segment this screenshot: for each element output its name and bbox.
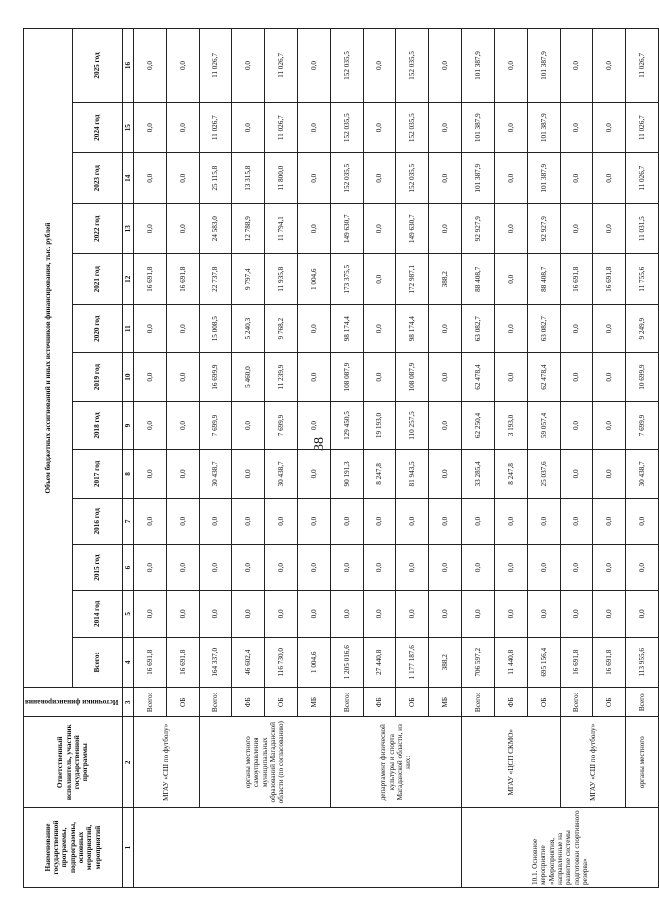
year-value-cell: 0,0	[133, 401, 166, 449]
year-value-cell: 0,0	[494, 353, 527, 401]
year-value-cell: 11 026,7	[265, 29, 298, 103]
year-value-cell: 0,0	[593, 203, 626, 254]
year-value-cell: 0,0	[462, 544, 495, 590]
column-number: 7	[122, 498, 133, 544]
year-value-cell: 98 174,4	[330, 305, 363, 353]
year-value-cell: 172 987,1	[396, 254, 429, 305]
source-header-label: Источники финансирования	[25, 698, 119, 707]
year-header: 2024 год	[73, 102, 122, 153]
year-value-cell: 11 755,6	[626, 254, 659, 305]
year-value-cell: 0,0	[298, 450, 331, 498]
source-cell: ОБ	[396, 688, 429, 717]
table-row	[330, 29, 363, 888]
year-value-cell: 8 247,8	[363, 450, 396, 498]
source-cell: ОБ	[527, 688, 560, 717]
year-value-cell: 0,0	[560, 353, 593, 401]
year-header: 2020 год	[73, 305, 122, 353]
year-value-cell: 0,0	[298, 401, 331, 449]
year-value-cell: 11 026,7	[199, 29, 232, 103]
year-value-cell: 0,0	[429, 498, 462, 544]
source-cell: МБ	[298, 688, 331, 717]
year-value-cell: 8 247,8	[494, 450, 527, 498]
total-value-cell: 1 205 016,6	[330, 637, 363, 688]
year-value-cell: 0,0	[199, 544, 232, 590]
column-number: 4	[122, 637, 133, 688]
year-value-cell: 16 691,8	[560, 254, 593, 305]
year-value-cell: 19 193,0	[363, 401, 396, 449]
total-value-cell: 16 691,8	[593, 637, 626, 688]
year-value-cell: 0,0	[330, 544, 363, 590]
year-value-cell: 9 768,2	[265, 305, 298, 353]
year-value-cell: 10 699,9	[626, 353, 659, 401]
source-cell: ФБ	[363, 688, 396, 717]
executor-cell: органы местного самоуправления муниципальных образований Магаданской области (по согласованию)	[199, 717, 330, 808]
table-row	[626, 29, 659, 888]
year-header: 2015 год	[73, 544, 122, 590]
column-number: 15	[122, 102, 133, 153]
table-row	[462, 29, 495, 888]
year-value-cell: 9 249,9	[626, 305, 659, 353]
year-value-cell: 0,0	[232, 498, 265, 544]
year-value-cell: 0,0	[363, 498, 396, 544]
year-value-cell: 0,0	[298, 102, 331, 153]
year-value-cell: 0,0	[166, 450, 199, 498]
year-header: 2014 год	[73, 591, 122, 637]
year-value-cell: 152 035,5	[330, 29, 363, 103]
year-value-cell: 11 026,7	[626, 153, 659, 204]
year-value-cell: 0,0	[626, 591, 659, 637]
year-value-cell: 0,0	[363, 305, 396, 353]
header-row-1	[24, 29, 73, 888]
total-value-cell: 46 602,4	[232, 637, 265, 688]
year-header: 2025 год	[73, 29, 122, 103]
source-cell: Всего:	[133, 688, 166, 717]
year-value-cell: 152 035,5	[396, 153, 429, 204]
col-executor-header: Ответственный исполнитель, участник государственной программы	[24, 717, 123, 808]
year-value-cell: 0,0	[133, 450, 166, 498]
year-value-cell: 0,0	[166, 498, 199, 544]
year-value-cell: 0,0	[429, 450, 462, 498]
year-value-cell: 152 035,5	[330, 153, 363, 204]
total-value-cell: 16 691,8	[560, 637, 593, 688]
year-value-cell: 0,0	[133, 353, 166, 401]
year-value-cell: 11 026,7	[265, 102, 298, 153]
year-value-cell: 0,0	[560, 450, 593, 498]
column-number: 5	[122, 591, 133, 637]
year-value-cell: 0,0	[298, 29, 331, 103]
year-value-cell: 62 250,4	[462, 401, 495, 449]
year-value-cell: 11 026,7	[626, 29, 659, 103]
year-value-cell: 25 115,8	[199, 153, 232, 204]
year-value-cell: 0,0	[363, 353, 396, 401]
year-value-cell: 0,0	[527, 591, 560, 637]
year-value-cell: 0,0	[133, 544, 166, 590]
year-value-cell: 0,0	[232, 591, 265, 637]
year-value-cell: 0,0	[560, 153, 593, 204]
table-body	[133, 29, 658, 888]
year-value-cell: 0,0	[166, 305, 199, 353]
year-value-cell: 0,0	[593, 544, 626, 590]
year-value-cell: 0,0	[166, 353, 199, 401]
year-value-cell: 7 699,9	[265, 401, 298, 449]
year-value-cell: 0,0	[133, 498, 166, 544]
year-value-cell: 0,0	[330, 591, 363, 637]
year-value-cell: 0,0	[166, 153, 199, 204]
activity-name-cell: 10.1. Основное мероприятие «Мероприятия, направленные на развитие системы подготовки спортивного резерва»	[462, 808, 659, 888]
year-value-cell: 7 699,9	[199, 401, 232, 449]
column-number: 8	[122, 450, 133, 498]
year-value-cell: 11 026,7	[626, 102, 659, 153]
year-value-cell: 0,0	[494, 203, 527, 254]
year-value-cell: 0,0	[593, 353, 626, 401]
year-value-cell: 62 478,4	[462, 353, 495, 401]
year-value-cell: 0,0	[527, 498, 560, 544]
year-value-cell: 0,0	[593, 153, 626, 204]
year-value-cell: 59 057,4	[527, 401, 560, 449]
column-number: 3	[122, 688, 133, 717]
year-value-cell: 0,0	[232, 29, 265, 103]
year-value-cell: 0,0	[199, 591, 232, 637]
year-value-cell: 173 375,5	[330, 254, 363, 305]
year-value-cell: 0,0	[429, 353, 462, 401]
year-value-cell: 0,0	[265, 591, 298, 637]
year-value-cell: 152 035,5	[396, 102, 429, 153]
year-value-cell: 25 037,6	[527, 450, 560, 498]
year-value-cell: 0,0	[593, 29, 626, 103]
year-value-cell: 0,0	[133, 29, 166, 103]
column-number: 14	[122, 153, 133, 204]
year-value-cell: 0,0	[363, 544, 396, 590]
year-value-cell: 11 026,7	[199, 102, 232, 153]
year-value-cell: 0,0	[462, 498, 495, 544]
year-value-cell: 81 943,5	[396, 450, 429, 498]
year-value-cell: 0,0	[429, 401, 462, 449]
year-value-cell: 98 174,4	[396, 305, 429, 353]
year-value-cell: 108 087,9	[396, 353, 429, 401]
year-value-cell: 0,0	[232, 401, 265, 449]
year-value-cell: 0,0	[494, 102, 527, 153]
total-value-cell: 388,2	[429, 637, 462, 688]
year-header: 2018 год	[73, 401, 122, 449]
executor-cell: МГАУ «СШ по футболу»	[560, 717, 626, 808]
total-value-cell: 1 004,6	[298, 637, 331, 688]
year-value-cell: 0,0	[133, 102, 166, 153]
column-number: 9	[122, 401, 133, 449]
year-value-cell: 0,0	[232, 102, 265, 153]
source-cell: ОБ	[593, 688, 626, 717]
year-value-cell: 0,0	[593, 591, 626, 637]
year-value-cell: 0,0	[298, 544, 331, 590]
year-value-cell: 15 008,5	[199, 305, 232, 353]
source-cell: ФБ	[232, 688, 265, 717]
year-value-cell: 0,0	[363, 591, 396, 637]
year-value-cell: 3 193,0	[494, 401, 527, 449]
year-value-cell: 0,0	[232, 450, 265, 498]
total-value-cell: 27 440,8	[363, 637, 396, 688]
year-value-cell: 0,0	[396, 544, 429, 590]
year-value-cell: 0,0	[133, 305, 166, 353]
year-value-cell: 0,0	[298, 153, 331, 204]
year-value-cell: 0,0	[429, 29, 462, 103]
column-number: 1	[122, 808, 133, 888]
year-value-cell: 0,0	[330, 498, 363, 544]
year-value-cell: 101 387,9	[462, 29, 495, 103]
year-value-cell: 0,0	[494, 591, 527, 637]
year-value-cell: 0,0	[560, 102, 593, 153]
activity-name-cell	[133, 808, 461, 888]
budget-table	[23, 28, 659, 888]
year-value-cell: 0,0	[429, 544, 462, 590]
year-value-cell: 24 583,0	[199, 203, 232, 254]
year-value-cell: 0,0	[560, 203, 593, 254]
source-cell: МБ	[429, 688, 462, 717]
year-value-cell: 0,0	[462, 591, 495, 637]
executor-cell: МГАУ «СШ по футболу»	[133, 717, 199, 808]
year-value-cell: 0,0	[560, 591, 593, 637]
year-value-cell: 0,0	[494, 305, 527, 353]
year-value-cell: 101 387,9	[527, 153, 560, 204]
year-value-cell: 0,0	[560, 544, 593, 590]
year-value-cell: 0,0	[560, 29, 593, 103]
year-value-cell: 0,0	[593, 401, 626, 449]
year-value-cell: 0,0	[363, 102, 396, 153]
year-value-cell: 5 460,0	[232, 353, 265, 401]
year-value-cell: 0,0	[626, 544, 659, 590]
year-value-cell: 22 737,8	[199, 254, 232, 305]
total-value-cell: 113 955,6	[626, 637, 659, 688]
year-value-cell: 101 387,9	[462, 153, 495, 204]
year-value-cell: 0,0	[363, 254, 396, 305]
column-number: 6	[122, 544, 133, 590]
year-value-cell: 63 082,7	[462, 305, 495, 353]
col-source-header	[24, 688, 123, 717]
year-value-cell: 0,0	[298, 498, 331, 544]
year-value-cell: 5 240,3	[232, 305, 265, 353]
year-value-cell: 11 800,0	[265, 153, 298, 204]
year-value-cell: 30 438,7	[199, 450, 232, 498]
year-value-cell: 13 315,8	[232, 153, 265, 204]
year-value-cell: 92 927,9	[527, 203, 560, 254]
year-value-cell: 0,0	[166, 401, 199, 449]
table-row	[560, 29, 593, 888]
year-value-cell: 0,0	[166, 591, 199, 637]
total-value-cell: 706 597,2	[462, 637, 495, 688]
total-value-cell: 11 440,8	[494, 637, 527, 688]
column-number: 12	[122, 254, 133, 305]
year-value-cell: 0,0	[494, 29, 527, 103]
year-value-cell: 0,0	[494, 544, 527, 590]
source-cell: Всего:	[462, 688, 495, 717]
year-value-cell: 0,0	[593, 450, 626, 498]
source-cell: Всего:	[560, 688, 593, 717]
source-cell: ОБ	[265, 688, 298, 717]
year-value-cell: 0,0	[166, 29, 199, 103]
column-number: 16	[122, 29, 133, 103]
year-value-cell: 30 438,7	[265, 450, 298, 498]
source-cell: Всего:	[330, 688, 363, 717]
source-cell: Всего:	[199, 688, 232, 717]
year-value-cell: 0,0	[265, 544, 298, 590]
year-value-cell: 149 630,7	[396, 203, 429, 254]
total-value-cell: 695 156,4	[527, 637, 560, 688]
year-value-cell: 0,0	[363, 29, 396, 103]
column-number: 13	[122, 203, 133, 254]
year-header: 2019 год	[73, 353, 122, 401]
year-value-cell: 0,0	[298, 305, 331, 353]
year-value-cell: 129 450,5	[330, 401, 363, 449]
header-row-numbers	[122, 29, 133, 888]
year-value-cell: 0,0	[429, 591, 462, 637]
total-value-cell: 116 730,0	[265, 637, 298, 688]
year-value-cell: 0,0	[166, 102, 199, 153]
executor-cell: МГАУ «ЦСП СКМО»	[462, 717, 560, 808]
year-value-cell: 0,0	[363, 153, 396, 204]
year-value-cell: 0,0	[429, 153, 462, 204]
year-value-cell: 0,0	[199, 498, 232, 544]
year-value-cell: 90 191,3	[330, 450, 363, 498]
year-value-cell: 16 691,8	[593, 254, 626, 305]
executor-cell: органы местного	[626, 717, 659, 808]
year-value-cell: 88 408,7	[462, 254, 495, 305]
year-value-cell: 62 478,4	[527, 353, 560, 401]
year-value-cell: 0,0	[593, 498, 626, 544]
year-value-cell: 149 630,7	[330, 203, 363, 254]
year-value-cell: 0,0	[593, 102, 626, 153]
year-value-cell: 0,0	[133, 203, 166, 254]
year-header: 2021 год	[73, 254, 122, 305]
year-value-cell: 0,0	[166, 203, 199, 254]
column-number: 11	[122, 305, 133, 353]
page-number: 38	[312, 437, 327, 451]
year-value-cell: 0,0	[298, 353, 331, 401]
year-value-cell: 0,0	[494, 498, 527, 544]
total-value-cell: 16 691,8	[166, 637, 199, 688]
year-value-cell: 0,0	[363, 203, 396, 254]
year-value-cell: 0,0	[166, 544, 199, 590]
year-value-cell: 0,0	[429, 102, 462, 153]
year-value-cell: 101 387,9	[462, 102, 495, 153]
year-value-cell: 7 699,9	[626, 401, 659, 449]
year-value-cell: 152 035,5	[330, 102, 363, 153]
column-number: 2	[122, 717, 133, 808]
total-header: Всего:	[73, 637, 122, 688]
year-value-cell: 0,0	[133, 591, 166, 637]
rotated-table-container	[23, 28, 647, 888]
col-name-header: Наименование государственной программы, подпрограммы, основных мероприятий, мероприятий	[24, 808, 123, 888]
year-value-cell: 11 239,9	[265, 353, 298, 401]
year-value-cell: 88 408,7	[527, 254, 560, 305]
year-value-cell: 0,0	[232, 544, 265, 590]
year-value-cell: 0,0	[560, 498, 593, 544]
total-value-cell: 1 177 187,6	[396, 637, 429, 688]
source-cell: ФБ	[494, 688, 527, 717]
budget-group-header: Объем бюджетных ассигнований и иных источников финансирования, тыс. рублей	[24, 29, 73, 688]
year-value-cell: 0,0	[298, 591, 331, 637]
year-value-cell: 0,0	[593, 305, 626, 353]
year-value-cell: 30 438,7	[626, 450, 659, 498]
year-value-cell: 11 935,8	[265, 254, 298, 305]
year-value-cell: 63 082,7	[527, 305, 560, 353]
year-value-cell: 0,0	[396, 498, 429, 544]
year-value-cell: 388,2	[429, 254, 462, 305]
year-value-cell: 16 699,9	[199, 353, 232, 401]
year-header: 2023 год	[73, 153, 122, 204]
total-value-cell: 16 691,8	[133, 637, 166, 688]
year-header: 2016 год	[73, 498, 122, 544]
year-header: 2022 год	[73, 203, 122, 254]
executor-cell: департамент физической культуры и спорта Магаданской области, из них:	[330, 717, 461, 808]
year-value-cell: 0,0	[429, 203, 462, 254]
year-value-cell: 0,0	[527, 544, 560, 590]
total-value-cell: 164 337,0	[199, 637, 232, 688]
table-row	[133, 29, 166, 888]
year-value-cell: 16 691,8	[133, 254, 166, 305]
year-value-cell: 152 035,5	[396, 29, 429, 103]
year-value-cell: 0,0	[133, 153, 166, 204]
year-value-cell: 101 387,9	[527, 102, 560, 153]
year-value-cell: 1 004,6	[298, 254, 331, 305]
year-value-cell: 11 031,5	[626, 203, 659, 254]
year-value-cell: 0,0	[494, 254, 527, 305]
year-value-cell: 101 387,9	[527, 29, 560, 103]
year-value-cell: 0,0	[626, 498, 659, 544]
year-value-cell: 0,0	[298, 203, 331, 254]
year-value-cell: 16 691,8	[166, 254, 199, 305]
year-value-cell: 0,0	[396, 591, 429, 637]
year-value-cell: 0,0	[494, 153, 527, 204]
year-value-cell: 9 797,4	[232, 254, 265, 305]
year-value-cell: 110 257,5	[396, 401, 429, 449]
year-value-cell: 0,0	[560, 305, 593, 353]
year-value-cell: 0,0	[265, 498, 298, 544]
source-cell: ОБ	[166, 688, 199, 717]
year-header: 2017 год	[73, 450, 122, 498]
source-cell: Всего	[626, 688, 659, 717]
table-row	[199, 29, 232, 888]
year-value-cell: 108 087,9	[330, 353, 363, 401]
year-value-cell: 11 794,1	[265, 203, 298, 254]
year-value-cell: 33 285,4	[462, 450, 495, 498]
year-value-cell: 0,0	[429, 305, 462, 353]
year-value-cell: 0,0	[560, 401, 593, 449]
year-value-cell: 12 788,9	[232, 203, 265, 254]
column-number: 10	[122, 353, 133, 401]
year-value-cell: 92 927,9	[462, 203, 495, 254]
